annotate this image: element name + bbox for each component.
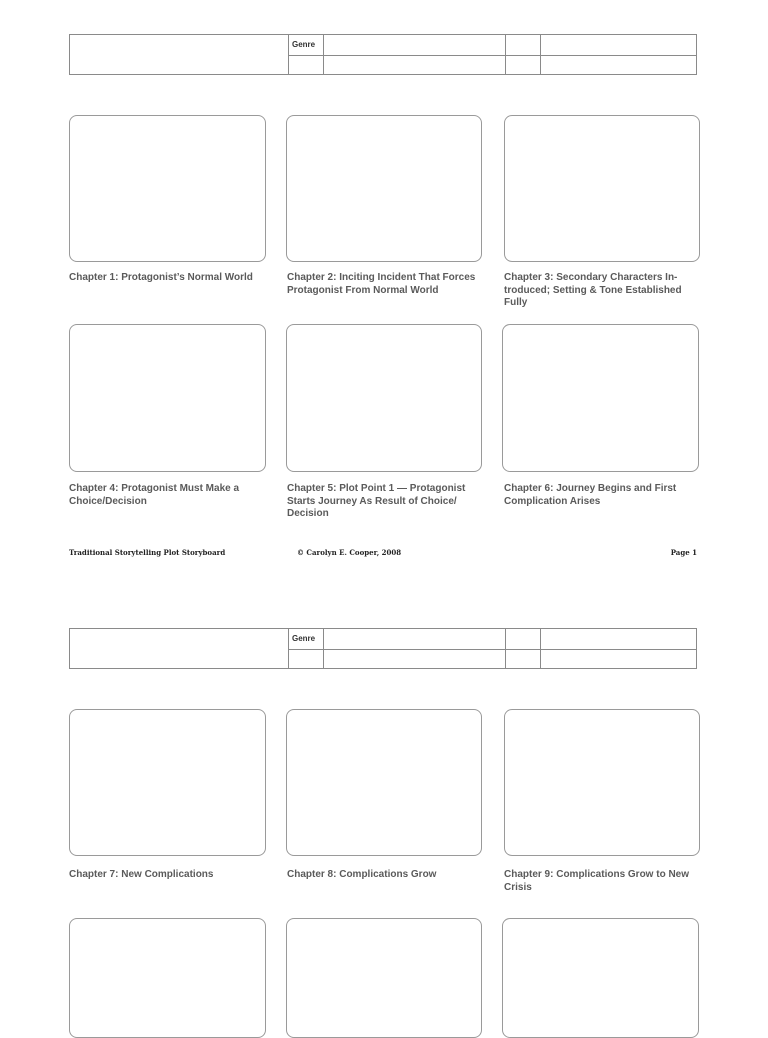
chapter-caption: Chapter 4: Protagonist Must Make a Choice/Decision — [69, 483, 240, 507]
genre-row2-value-field[interactable] — [323, 649, 505, 668]
title-field[interactable] — [70, 35, 288, 74]
chapter-caption: Chapter 3: Secondary Characters In-troduced; Setting & Tone Established Fully — [504, 272, 682, 309]
storyboard-frame-chapter-8[interactable] — [286, 709, 482, 856]
chapter-caption: Chapter 1: Protagonist’s Normal World — [69, 272, 253, 283]
chapter-caption: Chapter 9: Complications Grow to New Crisis — [504, 869, 690, 893]
info-row2-value-field[interactable] — [540, 649, 696, 668]
storyboard-frame-chapter-10[interactable] — [69, 918, 266, 1038]
storyboard-frame-chapter-9[interactable] — [504, 709, 700, 856]
chapter-caption: Chapter 5: Plot Point 1 — Protagonist Starts Journey As Result of Choice/ Decision — [287, 483, 466, 520]
genre-row2-value-field[interactable] — [323, 55, 505, 74]
info-value-field[interactable] — [540, 35, 696, 55]
story-info-table — [69, 628, 697, 669]
storyboard-frame-chapter-11[interactable] — [286, 918, 482, 1038]
story-info-table — [69, 34, 697, 75]
genre-value-field[interactable] — [323, 629, 505, 649]
storyboard-frame-chapter-3[interactable] — [504, 115, 700, 262]
storyboard-frame-chapter-4[interactable] — [69, 324, 266, 472]
genre-label: Genre — [292, 40, 316, 49]
chapter-caption: Chapter 7: New Complications — [69, 869, 214, 880]
info-row2-label-field[interactable] — [505, 55, 540, 74]
storyboard-frame-chapter-2[interactable] — [286, 115, 482, 262]
chapter-caption: Chapter 2: Inciting Incident That Forces Protagonist From Normal World — [287, 272, 476, 296]
storyboard-frame-chapter-5[interactable] — [286, 324, 482, 472]
info-value-field[interactable] — [540, 629, 696, 649]
footer-page-number: Page 1 — [670, 548, 697, 557]
genre-label: Genre — [292, 634, 316, 643]
chapter-caption: Chapter 8: Complications Grow — [287, 869, 437, 880]
storyboard-frame-chapter-1[interactable] — [69, 115, 266, 262]
genre-value-field[interactable] — [323, 35, 505, 55]
info-row2-value-field[interactable] — [540, 55, 696, 74]
footer-copyright: © Carolyn E. Cooper, 2008 — [297, 548, 402, 557]
genre-row2-label-field[interactable] — [288, 55, 323, 74]
storyboard-frame-chapter-7[interactable] — [69, 709, 266, 856]
footer-title: Traditional Storytelling Plot Storyboard — [69, 548, 226, 557]
info-label-field[interactable] — [505, 35, 540, 55]
chapter-caption: Chapter 6: Journey Begins and First Complication Arises — [504, 483, 677, 507]
storyboard-frame-chapter-6[interactable] — [502, 324, 699, 472]
storyboard-frame-chapter-12[interactable] — [502, 918, 699, 1038]
title-field[interactable] — [70, 629, 288, 668]
